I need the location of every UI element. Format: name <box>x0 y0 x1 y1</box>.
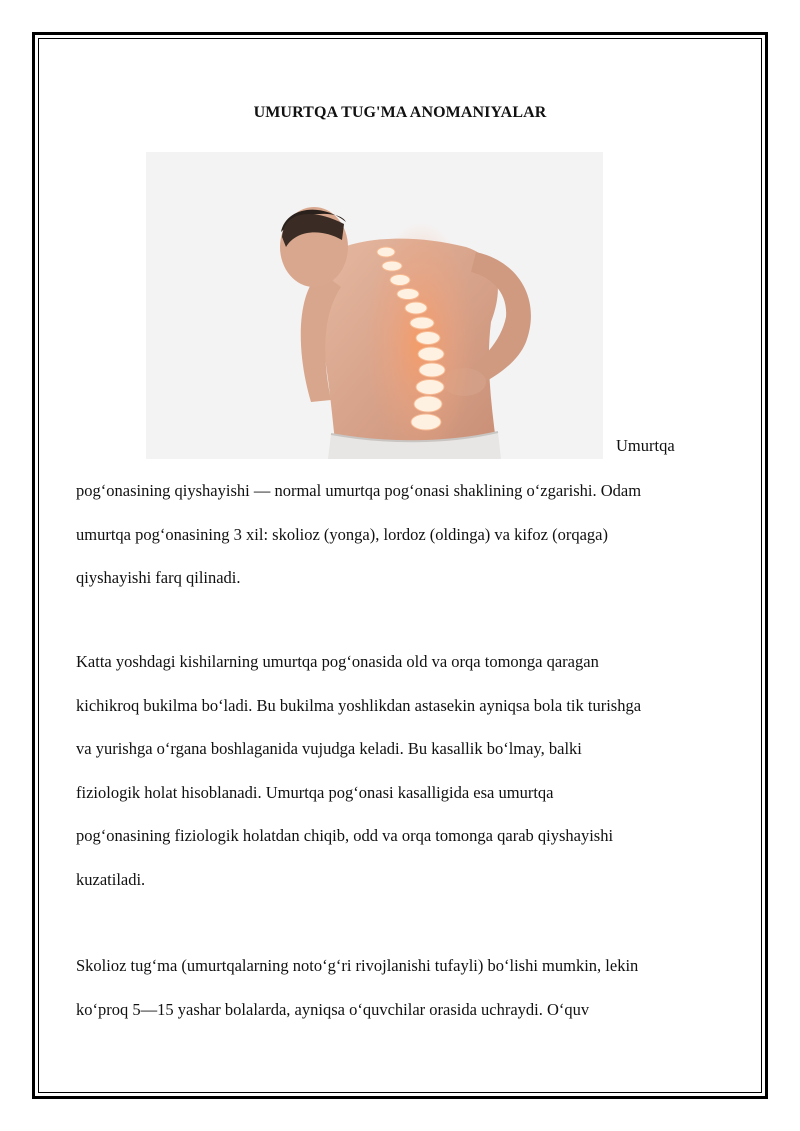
text-line: umurtqa pog‘onasining 3 xil: skolioz (yonga), lordoz (oldinga) va kifoz (orqaga) <box>76 524 608 544</box>
spine-pain-photo <box>146 152 603 459</box>
text-line: kichikroq bukilma bo‘ladi. Bu bukilma yoshlikdan astasekin ayniqsa bola tik turishga <box>76 695 642 715</box>
text-line: Katta yoshdagi kishilarning umurtqa pog‘onasida old va orqa tomonga qaragan <box>76 652 599 671</box>
lead-word: Umurtqa <box>616 436 675 455</box>
text-line: ko‘proq 5—15 yashar bolalarda, ayniqsa o‘quvchilar orasida uchraydi. O‘quv <box>76 999 590 1019</box>
paragraph-1 <box>76 469 736 600</box>
text-line: kuzatiladi. <box>76 869 146 889</box>
text-line: Skolioz tug‘ma (umurtqalarning noto‘g‘ri rivojlanishi tufayli) bo‘lishi mumkin, lekin <box>76 956 639 975</box>
text-line: pog‘onasining qiyshayishi — normal umurtqa pog‘onasi shaklining o‘zgarishi. Odam <box>76 481 642 500</box>
paragraph-2 <box>76 640 736 901</box>
paragraph-3 <box>76 944 736 1031</box>
text-line: va yurishga o‘rgana boshlaganida vujudga keladi. Bu kasallik bo‘lmay, balki <box>76 739 582 758</box>
document-title: UMURTQA TUG'MA ANOMANIYALAR <box>253 104 547 121</box>
text-line: fiziologik holat hisoblanadi. Umurtqa pog‘onasi kasalligida esa umurtqa <box>76 782 554 802</box>
text-line: pog‘onasining fiziologik holatdan chiqib, odd va orqa tomonga qarab qiyshayishi <box>76 826 614 845</box>
text-line: qiyshayishi farq qilinadi. <box>76 568 241 587</box>
